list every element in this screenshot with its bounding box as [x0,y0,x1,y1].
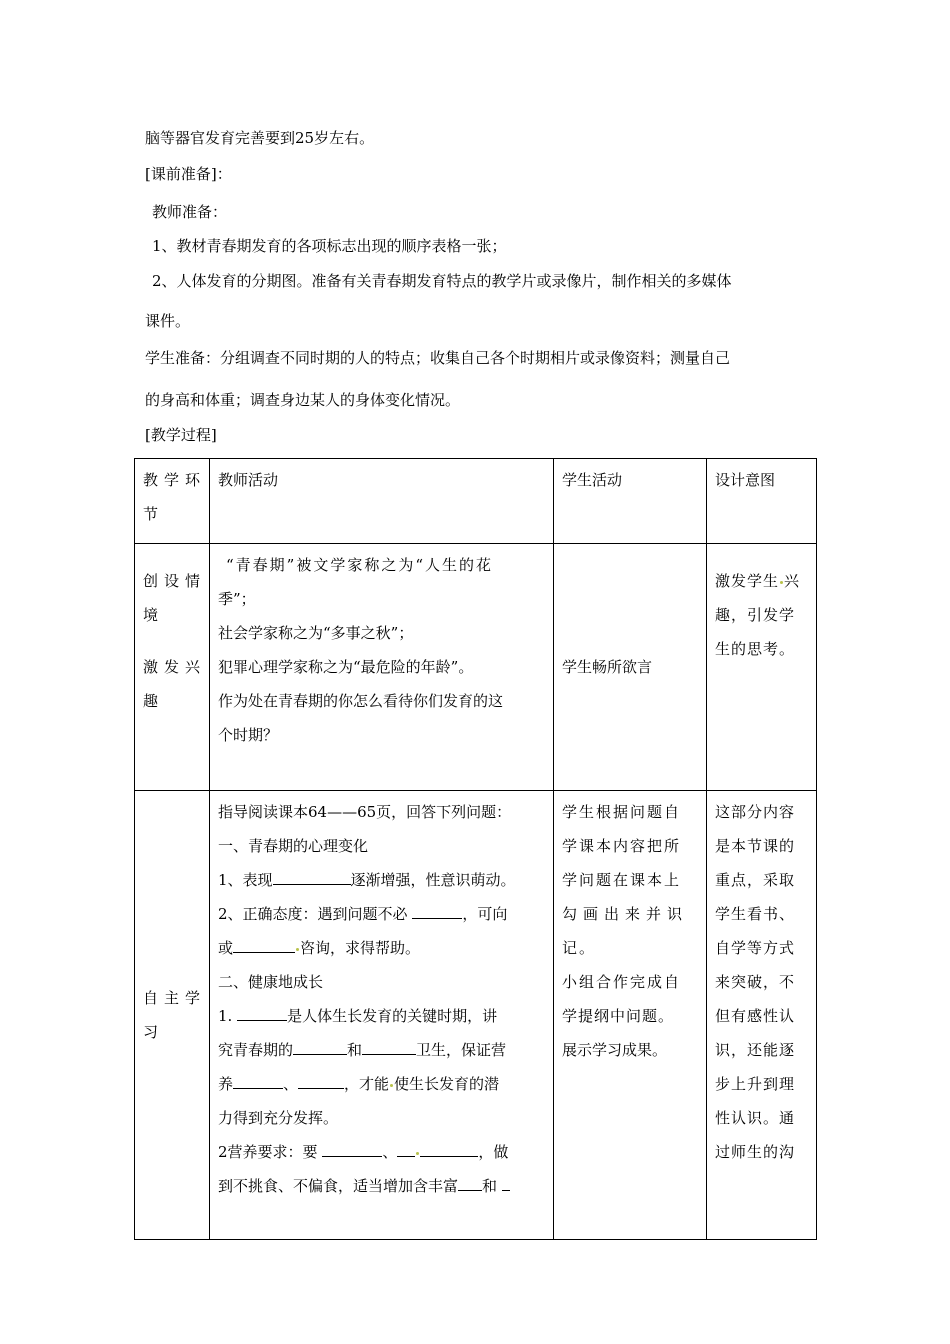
teacher-activity-cell: 指导阅读课本64——65页，回答下列问题： 一、青春期的心理变化 1、表现 逐渐增强，性意识萌动。 2、正确态度：遇到问题不必 ，可向 或 咨询，求得帮助。 二、健康地成长 1. 是人体生长发育的关键时期，讲 究青春期的 和 卫生，保证营 养 、 ，才能 使生长发育的潜 力得到充分发挥。 2营养要求：要 、 ，做 到不挑食、不偏食，适当增加含丰富 和 [210,791,554,1240]
blank-field [458,1174,482,1191]
teacher-prep-label: 教师准备： [152,203,228,221]
teacher-prep-item-2-cont: 课件。 [145,312,191,330]
blank-field [420,1140,478,1157]
design-intent-cell: 激发学生 兴 趣，引发学 生的思考。 [707,544,817,791]
process-heading: [教学过程] [145,426,217,444]
blank-field [397,1140,415,1157]
table-row [135,544,817,791]
teacher-prep-item-2: 2、人体发育的分期图。准备有关青春期发育特点的教学片或录像片，制作相关的多媒体 [152,272,732,290]
blank-field [293,1038,347,1055]
stage-cell: 自主学 习 [135,791,210,1240]
student-activity-cell: 学生畅所欲言 [554,544,707,791]
blank-field [237,1004,287,1021]
lesson-table [134,458,817,1240]
table-row [135,791,817,1240]
stage-cell: 创设情 境 激发兴 趣 [135,544,210,791]
header-teacher-activity: 教师活动 [210,459,554,544]
student-activity-cell: 学生根据问题自 学课本内容把所 学问题在课本上 勾画出来并识 记。 小组合作完成自 学提纲中问题。 展示学习成果。 [554,791,707,1240]
blank-field [298,1072,344,1089]
blank-field [502,1174,510,1191]
design-intent-cell: 这部分内容 是本节课的 重点，采取 学生看书、 自学等方式 来突破，不 但有感性认 识，还能逐 步上升到理 性认识。通 过师生的沟 [707,791,817,1240]
teacher-activity-cell: “青春期”被文学家称之为“人生的花 季”； 社会学家称之为“多事之秋”； 犯罪心理学家称之为“最危险的年龄”。 作为处在青春期的你怎么看待你们发育的这 个时期？ [210,544,554,791]
table-header-row [135,459,817,544]
blank-field [362,1038,416,1055]
header-student-activity: 学生活动 [554,459,707,544]
student-prep: 学生准备：分组调查不同时期的人的特点；收集自己各个时期相片或录像资料；测量自己 [145,349,731,367]
student-prep-cont: 的身高和体重；调查身边某人的身体变化情况。 [145,391,461,409]
header-design-intent: 设计意图 [707,459,817,544]
teacher-prep-item-1: 1、教材青春期发育的各项标志出现的顺序表格一张； [152,237,507,255]
intro-line: 脑等器官发育完善要到25岁左右。 [145,129,375,147]
prep-heading: [课前准备]： [145,165,232,183]
blank-field [322,1140,382,1157]
blank-field [233,936,295,953]
blank-field [273,868,351,885]
header-stage: 教学环 节 [135,459,210,544]
blank-field [412,902,462,919]
blank-field [233,1072,283,1089]
